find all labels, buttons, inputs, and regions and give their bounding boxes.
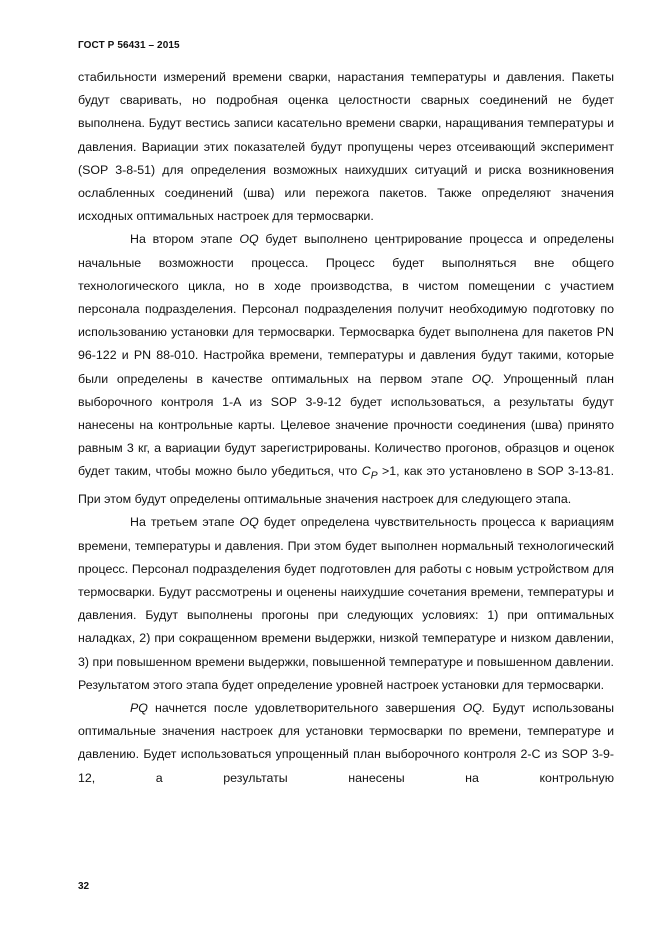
paragraph-2-text-h: >1, как это установлено в SOP 3-13-81. При этом будут определены оптимальные значения настроек для следующего этапа. bbox=[78, 464, 615, 507]
paragraph-4-term-pq: PQ bbox=[130, 700, 148, 715]
paragraph-2-term-cp: C bbox=[361, 464, 371, 479]
standard-number: ГОСТ Р 56431 – 2015 bbox=[78, 40, 180, 51]
paragraph-4-text-b: начнется после удовлетворительного завершения bbox=[147, 700, 463, 715]
paragraph-3-text-c: будет определена чувствительность процесса к вариациям времени, температуры и давления. При этом будет выполнен нормальный технологический процесс. Персонал подразделения будет подготовлен для работы с новым устройством для термосварки. Будут рассмотрены и оценены наихудшие сочетания времени, температуры и давления. Будут выполнены прогоны при следующих условиях: 1) при оптимальных наладках, 2) при сокращенном времени выдержки, низкой температуре и низком давлении, 3) при повышенном времени выдержки, повышенной температуре и повышенном давлении. Результатом этого этапа будет определение уровней настроек установки для термосварки. bbox=[78, 515, 614, 692]
paragraph-3-term-oq: OQ bbox=[239, 515, 259, 530]
paragraph-2-text-c: будет выполнено центрирование процесса и определены начальные возможности процесса. Процесс будет выполняться вне общего технологического цикла, но в ходе производства, в чистом помещении с участием персонала подразделения. Персонал подразделения получит необходимую подготовку по использованию установки для термосварки. Термосварка будет выполнена для пакетов PN 96-122 и PN 88-010. Настройка времени, температуры и давления будут такими, которые были определены в качестве оптимальных на первом этапе bbox=[78, 232, 614, 386]
paragraph-2-term-cp-sub: P bbox=[370, 470, 378, 482]
page-body bbox=[78, 66, 614, 790]
paragraph-3 bbox=[78, 511, 614, 697]
paragraph-4-text-d: Будут использованы оптимальные значения настроек для установки термосварки по времени, температуре и давлению. Будет использоваться упрощенный план выборочного контроля 2-C из SOP 3-9-12, а результаты нанесены на контрольную bbox=[78, 700, 614, 785]
page-number: 32 bbox=[78, 881, 90, 892]
paragraph-2 bbox=[78, 228, 614, 511]
document-header bbox=[78, 40, 180, 51]
paragraph-2-term-oq-2: OQ. bbox=[471, 371, 495, 386]
paragraph-3-text-a: На третьем этапе bbox=[130, 515, 240, 530]
page-footer bbox=[78, 881, 89, 892]
paragraph-4-term-oq: OQ. bbox=[462, 700, 486, 715]
paragraph-4 bbox=[78, 697, 614, 790]
paragraph-1: стабильности измерений времени сварки, нарастания температуры и давления. Пакеты будут сваривать, но подробная оценка целостности сварных соединений не будет выполнена. Будут вестись записи касательно времени сварки, наращивания температуры и давления. Вариации этих показателей будут пропущены через отсеивающий эксперимент (SOP 3-8-51) для определения возможных наихудших ситуаций и риска возникновения ослабленных соединений (шва) или пережога пакетов. Также определяют значения исходных оптимальных настроек для термосварки. bbox=[78, 70, 614, 224]
paragraph-2-text-a: На втором этапе bbox=[130, 232, 240, 247]
paragraph-2-term-oq: OQ bbox=[239, 232, 259, 247]
paragraph-2-text-e: Упрощенный план выборочного контроля 1-A из SOP 3-9-12 будет использоваться, а результаты будут нанесены на контрольные карты. Целевое значение прочности соединения (шва) принято равным 3 кг, а вариации будут зарегистрированы. Количество прогонов, образцов и оценок будет таким, чтобы можно было убедиться, что bbox=[78, 371, 614, 479]
